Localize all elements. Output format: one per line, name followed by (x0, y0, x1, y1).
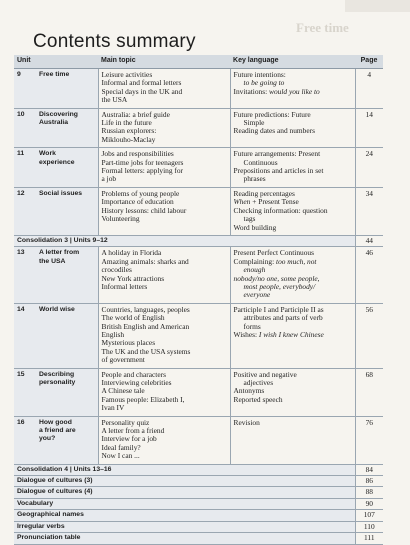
topic-line: Informal letters (101, 281, 148, 291)
topic-line: Part-time jobs for teenagers (101, 157, 184, 167)
appendix-label: Geographical names (14, 510, 355, 521)
topic-line: British English and American (101, 321, 190, 331)
key-language-cell (230, 247, 355, 303)
table-header-row (14, 55, 383, 69)
consolidation-row (14, 464, 383, 475)
unit-title (36, 69, 98, 109)
topic-line: History lessons: child labour (101, 205, 187, 215)
language-line: Antonyms (233, 386, 265, 396)
language-line: Future predictions: Future (233, 109, 311, 119)
header-page: Page (355, 55, 383, 69)
main-topic-cell (98, 416, 230, 464)
main-topic-cell (98, 148, 230, 188)
main-topic-cell (98, 108, 230, 148)
topic-line: Interviewing celebrities (101, 378, 172, 387)
page-number: 46 (355, 247, 383, 303)
language-line: Continuous (243, 157, 278, 167)
language-line: to be going to (243, 78, 285, 88)
language-line: adjectives (243, 378, 274, 387)
language-line: most people, everybody/ (243, 281, 316, 291)
topic-line: Problems of young people (101, 188, 180, 198)
consolidation-row (14, 498, 383, 509)
language-line: attributes and parts of verb (243, 313, 323, 323)
unit-number: 11 (14, 148, 36, 188)
topic-line: A holiday in Florida (101, 248, 162, 258)
topic-line: Special days in the UK and (101, 86, 183, 96)
topic-line: Famous people: Elizabeth I, (101, 394, 185, 404)
appendix-page-number: 90 (355, 498, 383, 509)
header-key-language: Key language (230, 55, 355, 69)
language-line: tags (243, 214, 256, 224)
appendix-label: Pronunciation table (14, 533, 355, 544)
language-line: Wishes: I wish I knew Chinese (233, 329, 324, 339)
language-line: everyone (243, 290, 271, 300)
contents-table (14, 55, 383, 545)
topic-line: People and characters (101, 369, 166, 379)
consolidation-page-number: 44 (355, 235, 383, 246)
page-number: 24 (355, 148, 383, 188)
topic-line: Russian explorers: (101, 126, 157, 136)
language-line: Positive and negative (233, 369, 297, 379)
topic-line: Personality quiz (101, 417, 150, 427)
unit-title (36, 416, 98, 464)
unit-title (36, 108, 98, 148)
appendix-label: Dialogue of cultures (4) (14, 487, 355, 498)
unit-title-line: How good (39, 418, 72, 426)
appendix-label: Consolidation 4 | Units 13–16 (14, 464, 355, 475)
topic-line: Life in the future (101, 118, 152, 128)
table-body (14, 69, 383, 545)
topic-line: Countries, languages, peoples (101, 304, 190, 314)
consolidation-label: Consolidation 3 | Units 9–12 (14, 235, 355, 246)
language-line: Complaining: too much, not (233, 256, 317, 266)
unit-row-12 (14, 187, 383, 235)
unit-title (36, 247, 98, 303)
language-line: Participle I and Participle II as (233, 304, 324, 314)
unit-row-14 (14, 303, 383, 368)
unit-number: 15 (14, 368, 36, 416)
unit-title (36, 187, 98, 235)
key-language-cell (230, 148, 355, 188)
unit-title (36, 148, 98, 188)
topic-line: of government (101, 355, 145, 365)
page-number: 68 (355, 368, 383, 416)
unit-title-line: you? (39, 435, 56, 443)
topic-line: Australia: a brief guide (101, 109, 170, 119)
topic-line: Importance of education (101, 197, 174, 207)
key-language-cell (230, 416, 355, 464)
language-line: Reported speech (233, 394, 283, 404)
unit-title-line: personality (39, 379, 76, 386)
language-line: When + Present Tense (233, 197, 299, 207)
topic-line: Miklouho-Maclay (101, 134, 156, 144)
unit-title-line: A letter from (39, 249, 80, 257)
topic-line: The world of English (101, 313, 165, 323)
unit-title-line: a friend are (39, 427, 76, 435)
consolidation-row (14, 476, 383, 487)
key-language-cell (230, 69, 355, 109)
unit-title-line: World wise (39, 305, 75, 313)
topic-line: crocodiles (101, 265, 132, 275)
main-topic-cell (98, 187, 230, 235)
main-topic-cell (98, 303, 230, 368)
contents-table-wrapper (14, 55, 383, 545)
unit-title-line: Describing (39, 370, 75, 378)
language-line: Future arrangements: Present (233, 149, 321, 159)
unit-number: 16 (14, 416, 36, 464)
language-italic: When (233, 197, 251, 207)
consolidation-row (14, 521, 383, 532)
unit-title (36, 368, 98, 416)
unit-row-16 (14, 416, 383, 464)
appendix-label: Dialogue of cultures (3) (14, 476, 355, 487)
consolidation-row (14, 487, 383, 498)
language-italic: too much, not (276, 256, 317, 266)
appendix-label: Vocabulary (14, 498, 355, 509)
page-title: Contents summary (33, 31, 196, 52)
page-number: 14 (355, 108, 383, 148)
language-line: forms (243, 321, 261, 331)
topic-line: The UK and the USA systems (101, 346, 191, 356)
appendix-page-number: 107 (355, 510, 383, 521)
appendix-page-number: 84 (355, 464, 383, 475)
appendix-page-number: 110 (355, 521, 383, 532)
unit-row-11 (14, 148, 383, 188)
unit-title-line: the USA (39, 257, 66, 265)
topic-line: the USA (101, 95, 128, 105)
unit-number: 14 (14, 303, 36, 368)
appendix-page-number: 88 (355, 487, 383, 498)
appendix-page-number: 86 (355, 476, 383, 487)
key-language-cell (230, 187, 355, 235)
unit-title-line: Australia (39, 119, 69, 127)
language-line: Revision (233, 417, 260, 427)
topic-line: A letter from a friend (101, 426, 165, 436)
topic-line: A Chinese tale (101, 386, 145, 396)
bleed-through-text: Free time (296, 20, 349, 35)
topic-line: Ivan IV (101, 403, 125, 413)
language-line: Invitations: would you like to (233, 86, 320, 96)
page-number: 34 (355, 187, 383, 235)
unit-number: 10 (14, 108, 36, 148)
unit-number: 13 (14, 247, 36, 303)
key-language-cell (230, 303, 355, 368)
unit-number: 9 (14, 69, 36, 109)
unit-title-line: Social issues (39, 189, 83, 197)
topic-line: New York attractions (101, 273, 165, 283)
page-number: 56 (355, 303, 383, 368)
topic-line: Now I can ... (101, 451, 140, 461)
topic-line: Leisure activities (101, 70, 153, 79)
consolidation-row (14, 533, 383, 544)
language-line: Prepositions and articles in set (233, 166, 324, 176)
main-topic-cell (98, 368, 230, 416)
appendix-page-number: 111 (355, 533, 383, 544)
topic-line: Formal letters: applying for (101, 166, 184, 176)
language-line: enough (243, 265, 266, 275)
unit-title (36, 303, 98, 368)
language-italic: I wish I knew Chinese (258, 329, 324, 339)
topic-line: Ideal family? (101, 442, 141, 452)
topic-line: Informal and formal letters (101, 78, 182, 88)
key-language-cell (230, 108, 355, 148)
topic-line: Interview for a job (101, 434, 157, 444)
page-number: 76 (355, 416, 383, 464)
consolidation-row (14, 510, 383, 521)
unit-row-10 (14, 108, 383, 148)
consolidation-row (14, 235, 383, 246)
main-topic-cell (98, 247, 230, 303)
language-line: Checking information: question (233, 205, 328, 215)
unit-row-9 (14, 69, 383, 109)
header-unit: Unit (14, 55, 98, 69)
page-number: 4 (355, 69, 383, 109)
unit-title-line: Work (39, 150, 56, 158)
language-line: Simple (243, 118, 265, 128)
topic-line: Amazing animals: sharks and (101, 256, 189, 266)
unit-title-line: Discovering (39, 110, 78, 118)
header-main-topic: Main topic (98, 55, 230, 69)
topic-line: Jobs and responsibilities (101, 149, 174, 159)
unit-row-13 (14, 247, 383, 303)
page-edge-strip (345, 0, 410, 12)
unit-number: 12 (14, 187, 36, 235)
topic-line: English (101, 329, 125, 339)
language-line: Future intentions: (233, 70, 286, 79)
unit-row-15 (14, 368, 383, 416)
language-line: Reading percentages (233, 188, 295, 198)
main-topic-cell (98, 69, 230, 109)
language-line: phrases (243, 174, 266, 184)
topic-line: Mysterious places (101, 338, 156, 348)
unit-title-line: Free time (39, 71, 70, 78)
language-line: nobody/no one, some people, (233, 273, 320, 283)
topic-line: Volunteering (101, 214, 140, 224)
appendix-label: Irregular verbs (14, 521, 355, 532)
language-line: Word building (233, 222, 277, 232)
language-line: Reading dates and numbers (233, 126, 315, 136)
topic-line: a job (101, 174, 117, 184)
key-language-cell (230, 368, 355, 416)
language-italic: would you like to (269, 86, 320, 96)
unit-title-line: experience (39, 158, 75, 166)
language-line: Present Perfect Continuous (233, 248, 314, 258)
